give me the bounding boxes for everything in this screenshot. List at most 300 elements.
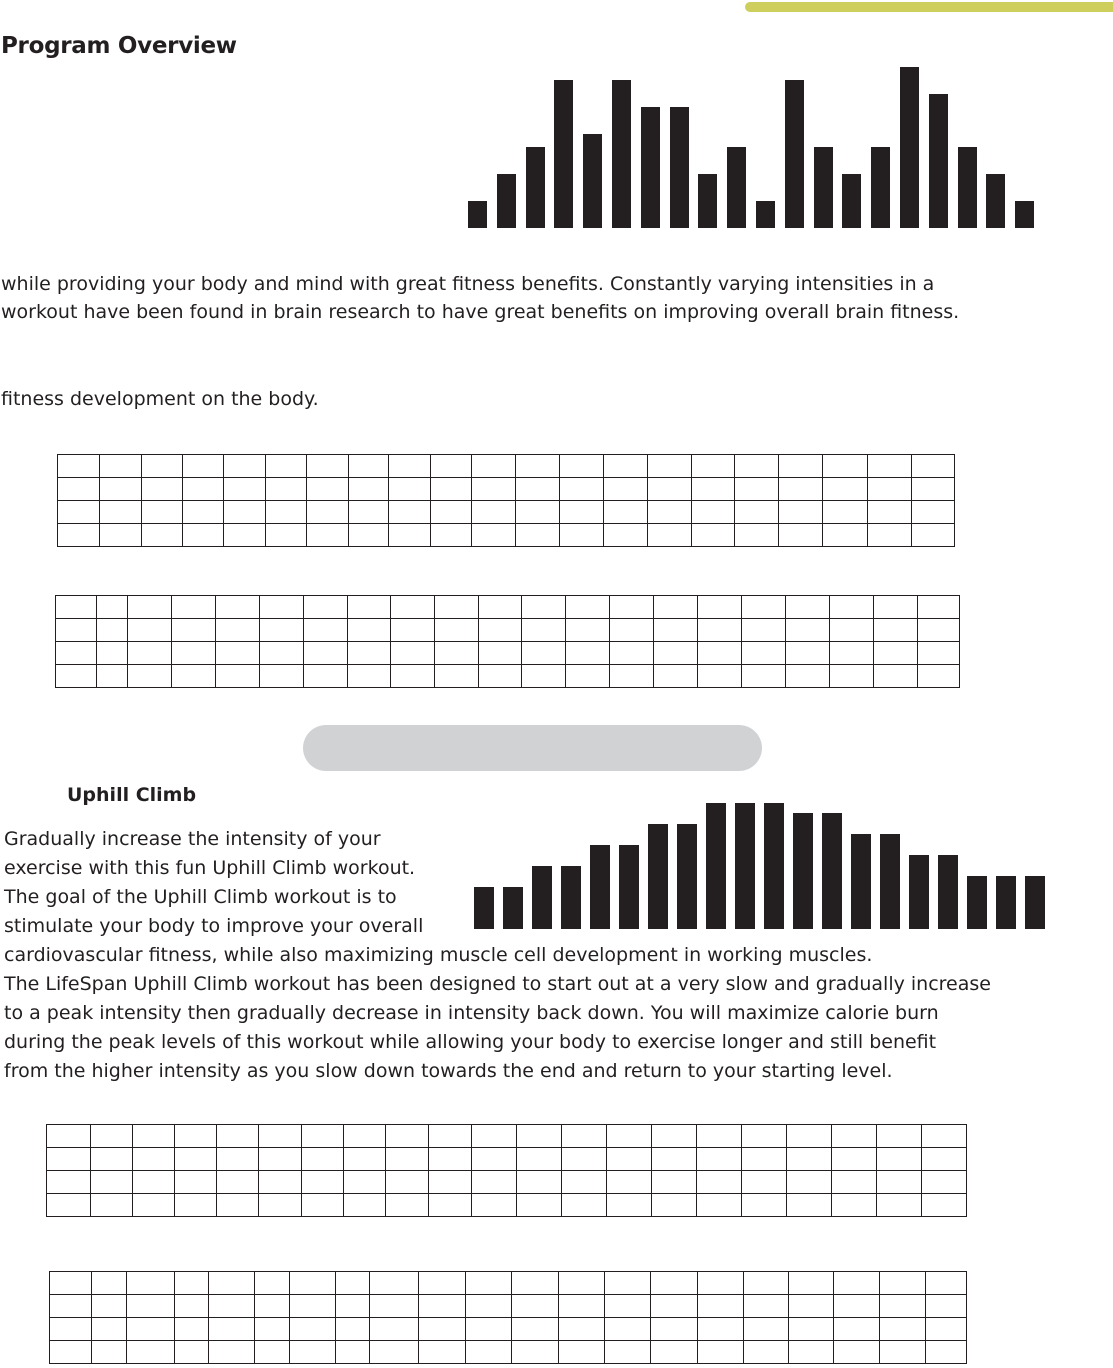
grid-cell bbox=[479, 665, 522, 688]
bar-14 bbox=[842, 174, 861, 228]
grid-cell bbox=[880, 1295, 925, 1318]
bar-7 bbox=[641, 107, 660, 228]
grid-cell bbox=[697, 1194, 742, 1217]
grid-cell bbox=[511, 1272, 558, 1295]
grid-cell bbox=[58, 455, 100, 478]
grid-cell bbox=[912, 455, 955, 478]
bar-20 bbox=[1015, 201, 1034, 228]
grid-cell bbox=[418, 1318, 465, 1341]
overview-text-line-1: while providing your body and mind with great fitness benefits. Constantly varying intensities in a bbox=[1, 273, 935, 295]
grid-cell bbox=[868, 455, 912, 478]
grid-cell bbox=[336, 1318, 370, 1341]
grid-cell bbox=[559, 1295, 605, 1318]
grid-cell bbox=[259, 1194, 302, 1217]
grid-cell bbox=[465, 1341, 511, 1364]
grid-cell bbox=[344, 1194, 386, 1217]
grid-cell bbox=[58, 524, 100, 547]
grid-cell bbox=[254, 1295, 289, 1318]
grid-cell bbox=[652, 1194, 697, 1217]
grid-cell bbox=[183, 524, 224, 547]
grid-cell bbox=[370, 1318, 418, 1341]
grid-cell bbox=[559, 1272, 605, 1295]
grid-cell bbox=[912, 501, 955, 524]
grid-cell bbox=[522, 642, 565, 665]
grid-cell bbox=[735, 478, 779, 501]
grid-cell bbox=[742, 1171, 787, 1194]
grid-cell bbox=[418, 1272, 465, 1295]
bar-15 bbox=[871, 147, 890, 228]
grid-cell bbox=[175, 1171, 217, 1194]
grid-cell bbox=[172, 665, 216, 688]
grid-cell bbox=[735, 455, 779, 478]
grid-cell bbox=[254, 1318, 289, 1341]
grid-cell bbox=[431, 501, 472, 524]
grid-cell bbox=[302, 1125, 344, 1148]
grid-cell bbox=[429, 1171, 472, 1194]
section-divider-pill bbox=[303, 725, 762, 771]
grid-cell bbox=[58, 478, 100, 501]
grid-cell bbox=[516, 524, 560, 547]
grid-cell bbox=[208, 1295, 254, 1318]
grid-cell bbox=[829, 596, 873, 619]
grid-cell bbox=[391, 665, 435, 688]
bar-10 bbox=[727, 147, 746, 228]
grid-cell bbox=[925, 1272, 966, 1295]
grid-row bbox=[50, 1295, 967, 1318]
bar-12 bbox=[785, 80, 804, 228]
grid-cell bbox=[742, 1148, 787, 1171]
grid-cell bbox=[175, 1194, 217, 1217]
grid-cell bbox=[47, 1194, 91, 1217]
grid-cell bbox=[648, 501, 692, 524]
grid-cell bbox=[880, 1341, 925, 1364]
grid-cell bbox=[604, 501, 648, 524]
grid-cell bbox=[128, 665, 172, 688]
grid-cell bbox=[823, 524, 868, 547]
uphill-text-line: The LifeSpan Uphill Climb workout has been designed to start out at a very slow and gradually increase bbox=[4, 973, 991, 995]
grid-cell bbox=[224, 501, 266, 524]
grid-cell bbox=[604, 478, 648, 501]
grid-cell bbox=[517, 1125, 562, 1148]
grid-cell bbox=[50, 1341, 92, 1364]
grid-row bbox=[47, 1171, 967, 1194]
grid-cell bbox=[254, 1341, 289, 1364]
grid-cell bbox=[386, 1194, 429, 1217]
grid-cell bbox=[779, 478, 823, 501]
grid-cell bbox=[266, 501, 307, 524]
grid-row bbox=[56, 642, 960, 665]
grid-cell bbox=[472, 1194, 517, 1217]
grid-cell bbox=[697, 596, 741, 619]
grid-cell bbox=[697, 1341, 743, 1364]
grid-cell bbox=[511, 1295, 558, 1318]
program-overview-profile-chart bbox=[468, 65, 1033, 228]
grid-cell bbox=[435, 596, 479, 619]
grid-cell bbox=[605, 1272, 651, 1295]
grid-cell bbox=[307, 524, 349, 547]
grid-cell bbox=[652, 1125, 697, 1148]
bar-5 bbox=[583, 134, 602, 228]
grid-cell bbox=[91, 1194, 133, 1217]
grid-cell bbox=[560, 501, 604, 524]
grid-cell bbox=[873, 642, 917, 665]
grid-cell bbox=[465, 1318, 511, 1341]
grid-cell bbox=[517, 1194, 562, 1217]
grid-cell bbox=[472, 1148, 517, 1171]
grid-cell bbox=[742, 1194, 787, 1217]
grid-cell bbox=[789, 1341, 834, 1364]
grid-cell bbox=[648, 478, 692, 501]
grid-cell bbox=[823, 455, 868, 478]
grid-cell bbox=[50, 1295, 92, 1318]
grid-cell bbox=[832, 1194, 877, 1217]
grid-cell bbox=[260, 642, 304, 665]
grid-cell bbox=[609, 665, 653, 688]
grid-cell bbox=[692, 501, 735, 524]
bar-16 bbox=[900, 67, 919, 228]
grid-cell bbox=[429, 1194, 472, 1217]
grid-cell bbox=[259, 1171, 302, 1194]
grid-cell bbox=[389, 501, 431, 524]
grid-cell bbox=[735, 501, 779, 524]
grid-cell bbox=[127, 1341, 174, 1364]
grid-cell bbox=[336, 1295, 370, 1318]
grid-cell bbox=[183, 455, 224, 478]
grid-cell bbox=[128, 642, 172, 665]
grid-cell bbox=[266, 478, 307, 501]
grid-cell bbox=[217, 1194, 259, 1217]
grid-row bbox=[47, 1125, 967, 1148]
grid-cell bbox=[391, 619, 435, 642]
grid-cell bbox=[304, 665, 348, 688]
grid-cell bbox=[697, 1272, 743, 1295]
bar-14 bbox=[851, 834, 871, 929]
grid-cell bbox=[565, 619, 609, 642]
grid-cell bbox=[435, 642, 479, 665]
grid-cell bbox=[692, 478, 735, 501]
grid-cell bbox=[877, 1171, 922, 1194]
grid-cell bbox=[917, 619, 959, 642]
bar-18 bbox=[958, 147, 977, 228]
grid-cell bbox=[605, 1295, 651, 1318]
bar-1 bbox=[474, 887, 494, 929]
grid-cell bbox=[779, 455, 823, 478]
grid-cell bbox=[142, 478, 183, 501]
grid-cell bbox=[217, 1125, 259, 1148]
bar-7 bbox=[648, 824, 668, 929]
grid-row bbox=[56, 596, 960, 619]
bar-1 bbox=[468, 201, 487, 228]
grid-cell bbox=[260, 619, 304, 642]
grid-cell bbox=[517, 1171, 562, 1194]
grid-cell bbox=[224, 524, 266, 547]
grid-cell bbox=[307, 501, 349, 524]
grid-cell bbox=[97, 619, 128, 642]
grid-cell bbox=[479, 642, 522, 665]
grid-cell bbox=[787, 1171, 832, 1194]
grid-cell bbox=[91, 1148, 133, 1171]
grid-cell bbox=[522, 665, 565, 688]
grid-cell bbox=[785, 642, 829, 665]
grid-cell bbox=[336, 1272, 370, 1295]
grid-cell bbox=[386, 1171, 429, 1194]
grid-cell bbox=[304, 619, 348, 642]
grid-cell bbox=[789, 1318, 834, 1341]
grid-cell bbox=[697, 1148, 742, 1171]
grid-cell bbox=[47, 1125, 91, 1148]
grid-cell bbox=[697, 1318, 743, 1341]
grid-cell bbox=[742, 1125, 787, 1148]
grid-cell bbox=[648, 524, 692, 547]
grid-cell bbox=[787, 1194, 832, 1217]
bar-3 bbox=[532, 866, 552, 929]
grid-cell bbox=[789, 1295, 834, 1318]
grid-cell bbox=[183, 478, 224, 501]
bar-13 bbox=[822, 813, 842, 929]
grid-cell bbox=[922, 1171, 967, 1194]
grid-cell bbox=[785, 596, 829, 619]
grid-cell bbox=[559, 1318, 605, 1341]
bar-6 bbox=[612, 80, 631, 228]
grid-cell bbox=[565, 642, 609, 665]
grid-cell bbox=[877, 1125, 922, 1148]
grid-cell bbox=[743, 1272, 788, 1295]
uphill-text-line: Gradually increase the intensity of your bbox=[4, 828, 381, 850]
grid-cell bbox=[609, 642, 653, 665]
grid-cell bbox=[605, 1341, 651, 1364]
grid-cell bbox=[304, 596, 348, 619]
grid-cell bbox=[254, 1272, 289, 1295]
uphill-text-line: during the peak levels of this workout while allowing your body to exercise longer and still benefit bbox=[4, 1031, 937, 1053]
grid-cell bbox=[832, 1148, 877, 1171]
grid-cell bbox=[917, 642, 959, 665]
grid-cell bbox=[465, 1295, 511, 1318]
grid-cell bbox=[516, 478, 560, 501]
grid-cell bbox=[823, 478, 868, 501]
grid-cell bbox=[56, 619, 97, 642]
grid-cell bbox=[560, 478, 604, 501]
grid-cell bbox=[183, 501, 224, 524]
grid-cell bbox=[349, 524, 389, 547]
uphill-climb-profile-chart bbox=[474, 801, 1044, 929]
grid-cell bbox=[389, 524, 431, 547]
grid-row bbox=[58, 501, 955, 524]
grid-cell bbox=[562, 1148, 607, 1171]
grid-cell bbox=[880, 1318, 925, 1341]
grid-cell bbox=[418, 1295, 465, 1318]
bar-18 bbox=[967, 876, 987, 929]
grid-cell bbox=[925, 1341, 966, 1364]
grid-cell bbox=[925, 1295, 966, 1318]
grid-cell bbox=[386, 1148, 429, 1171]
grid-cell bbox=[175, 1125, 217, 1148]
grid-cell bbox=[92, 1341, 127, 1364]
grid-cell bbox=[516, 455, 560, 478]
grid-cell bbox=[653, 642, 697, 665]
intensity-grid-3 bbox=[46, 1124, 967, 1217]
grid-cell bbox=[877, 1148, 922, 1171]
grid-cell bbox=[522, 619, 565, 642]
grid-cell bbox=[172, 619, 216, 642]
grid-cell bbox=[344, 1125, 386, 1148]
grid-cell bbox=[653, 596, 697, 619]
grid-cell bbox=[224, 455, 266, 478]
grid-cell bbox=[217, 1171, 259, 1194]
grid-cell bbox=[779, 501, 823, 524]
grid-cell bbox=[91, 1171, 133, 1194]
grid-cell bbox=[697, 1171, 742, 1194]
grid-cell bbox=[174, 1272, 208, 1295]
grid-row bbox=[58, 478, 955, 501]
grid-cell bbox=[607, 1171, 652, 1194]
grid-cell bbox=[97, 596, 128, 619]
grid-cell bbox=[829, 665, 873, 688]
grid-cell bbox=[391, 642, 435, 665]
grid-cell bbox=[692, 455, 735, 478]
grid-cell bbox=[50, 1272, 92, 1295]
grid-cell bbox=[465, 1272, 511, 1295]
grid-cell bbox=[389, 478, 431, 501]
grid-cell bbox=[832, 1125, 877, 1148]
uphill-text-line: from the higher intensity as you slow down towards the end and return to your starting level. bbox=[4, 1060, 893, 1082]
grid-cell bbox=[472, 478, 516, 501]
grid-cell bbox=[47, 1148, 91, 1171]
grid-cell bbox=[651, 1295, 697, 1318]
grid-cell bbox=[560, 455, 604, 478]
grid-cell bbox=[142, 524, 183, 547]
grid-cell bbox=[609, 596, 653, 619]
grid-cell bbox=[349, 455, 389, 478]
grid-cell bbox=[652, 1171, 697, 1194]
grid-cell bbox=[516, 501, 560, 524]
bar-19 bbox=[996, 876, 1016, 929]
grid-row bbox=[58, 455, 955, 478]
grid-cell bbox=[741, 642, 785, 665]
grid-cell bbox=[216, 642, 260, 665]
grid-cell bbox=[922, 1194, 967, 1217]
grid-cell bbox=[92, 1272, 127, 1295]
grid-cell bbox=[834, 1295, 880, 1318]
grid-cell bbox=[302, 1171, 344, 1194]
grid-cell bbox=[97, 642, 128, 665]
grid-cell bbox=[652, 1148, 697, 1171]
grid-cell bbox=[832, 1171, 877, 1194]
grid-cell bbox=[100, 455, 142, 478]
grid-cell bbox=[133, 1125, 175, 1148]
grid-cell bbox=[917, 596, 959, 619]
grid-cell bbox=[653, 619, 697, 642]
grid-cell bbox=[260, 665, 304, 688]
grid-cell bbox=[517, 1148, 562, 1171]
grid-cell bbox=[429, 1125, 472, 1148]
grid-cell bbox=[912, 524, 955, 547]
grid-cell bbox=[565, 596, 609, 619]
grid-cell bbox=[349, 501, 389, 524]
grid-cell bbox=[868, 478, 912, 501]
grid-cell bbox=[216, 665, 260, 688]
grid-cell bbox=[873, 619, 917, 642]
grid-cell bbox=[172, 642, 216, 665]
grid-cell bbox=[175, 1148, 217, 1171]
grid-cell bbox=[560, 524, 604, 547]
grid-cell bbox=[787, 1148, 832, 1171]
grid-cell bbox=[565, 665, 609, 688]
grid-cell bbox=[56, 642, 97, 665]
grid-cell bbox=[370, 1295, 418, 1318]
bar-8 bbox=[677, 824, 697, 929]
grid-cell bbox=[289, 1318, 335, 1341]
bar-4 bbox=[554, 80, 573, 228]
uphill-text-line: exercise with this fun Uphill Climb workout. bbox=[4, 857, 416, 879]
grid-cell bbox=[787, 1125, 832, 1148]
grid-cell bbox=[735, 524, 779, 547]
grid-cell bbox=[922, 1125, 967, 1148]
overview-text-line-3: fitness development on the body. bbox=[1, 388, 319, 410]
grid-cell bbox=[604, 455, 648, 478]
grid-cell bbox=[562, 1194, 607, 1217]
grid-cell bbox=[435, 665, 479, 688]
grid-cell bbox=[651, 1318, 697, 1341]
grid-cell bbox=[349, 478, 389, 501]
grid-cell bbox=[697, 619, 741, 642]
bar-9 bbox=[698, 174, 717, 228]
grid-cell bbox=[216, 596, 260, 619]
grid-cell bbox=[741, 596, 785, 619]
grid-cell bbox=[607, 1148, 652, 1171]
grid-cell bbox=[472, 1171, 517, 1194]
uphill-text-line: to a peak intensity then gradually decrease in intensity back down. You will maximize calorie burn bbox=[4, 1002, 939, 1024]
grid-cell bbox=[386, 1125, 429, 1148]
grid-cell bbox=[217, 1148, 259, 1171]
grid-cell bbox=[431, 478, 472, 501]
grid-cell bbox=[697, 642, 741, 665]
bar-19 bbox=[986, 174, 1005, 228]
grid-cell bbox=[208, 1318, 254, 1341]
grid-cell bbox=[133, 1171, 175, 1194]
grid-cell bbox=[56, 665, 97, 688]
grid-cell bbox=[142, 501, 183, 524]
grid-cell bbox=[829, 642, 873, 665]
grid-cell bbox=[779, 524, 823, 547]
grid-cell bbox=[391, 596, 435, 619]
intensity-grid-2 bbox=[55, 595, 960, 688]
grid-cell bbox=[834, 1272, 880, 1295]
grid-cell bbox=[289, 1341, 335, 1364]
grid-row bbox=[50, 1318, 967, 1341]
grid-cell bbox=[741, 619, 785, 642]
uphill-text-line: The goal of the Uphill Climb workout is to bbox=[4, 886, 397, 908]
bar-3 bbox=[526, 147, 545, 228]
grid-cell bbox=[344, 1171, 386, 1194]
grid-cell bbox=[91, 1125, 133, 1148]
grid-cell bbox=[174, 1295, 208, 1318]
grid-cell bbox=[172, 596, 216, 619]
grid-cell bbox=[260, 596, 304, 619]
grid-cell bbox=[743, 1318, 788, 1341]
grid-cell bbox=[834, 1341, 880, 1364]
grid-cell bbox=[868, 524, 912, 547]
grid-cell bbox=[877, 1194, 922, 1217]
grid-cell bbox=[348, 642, 391, 665]
grid-cell bbox=[653, 665, 697, 688]
grid-row bbox=[50, 1341, 967, 1364]
bar-15 bbox=[880, 834, 900, 929]
bar-2 bbox=[503, 887, 523, 929]
grid-cell bbox=[389, 455, 431, 478]
grid-cell bbox=[472, 455, 516, 478]
grid-row bbox=[47, 1194, 967, 1217]
grid-cell bbox=[97, 665, 128, 688]
